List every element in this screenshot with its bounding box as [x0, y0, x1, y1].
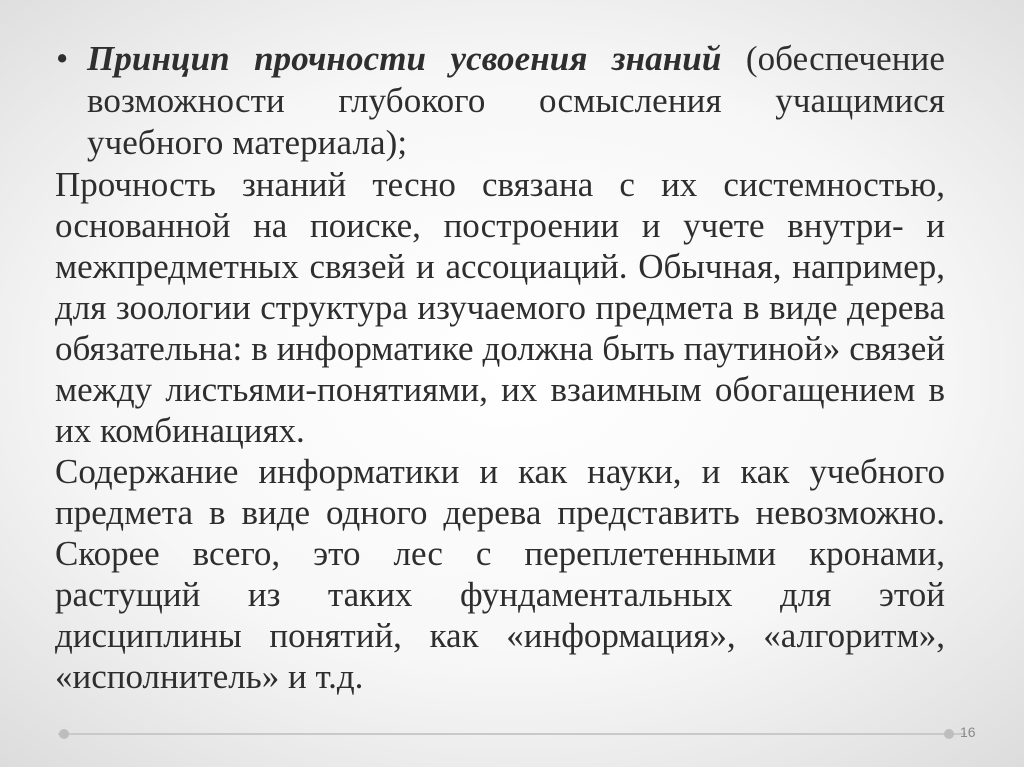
principle-term: Принцип прочности усвоения знаний [87, 39, 722, 78]
slide-content [55, 38, 945, 697]
paragraph-knowledge-strength: Прочность знаний тесно связана с их системностью, основанной на поиске, построении и учете внутри- и межпредметных связей и ассоциаций. Обычная, например, для зоологии структура изучаемого предмета в виде дерева обязательна: в информатике должна быть паутиной» связей между листьями-понятиями, их взаимным обогащением в их комбинациях. [55, 165, 945, 450]
paragraph-informatics-content: Содержание информатики и как науки, и как учебного предмета в виде одного дерева представить невозможно. Скорее всего, это лес с переплетенными кронами, растущий из таких фундаментальных для этой дисциплины понятий, как «информация», «алгоритм», «исполнитель» и т.д. [55, 452, 945, 696]
bullet-marker: • [56, 39, 69, 78]
page-number: 16 [960, 724, 976, 740]
bullet-item [55, 38, 945, 164]
footer-dot-left [59, 729, 69, 739]
footer-line [58, 733, 966, 735]
principle-description: (обеспечение возможности глубокого осмысления учащимися учебного материала); [87, 39, 945, 162]
footer-dot-right [944, 729, 954, 739]
